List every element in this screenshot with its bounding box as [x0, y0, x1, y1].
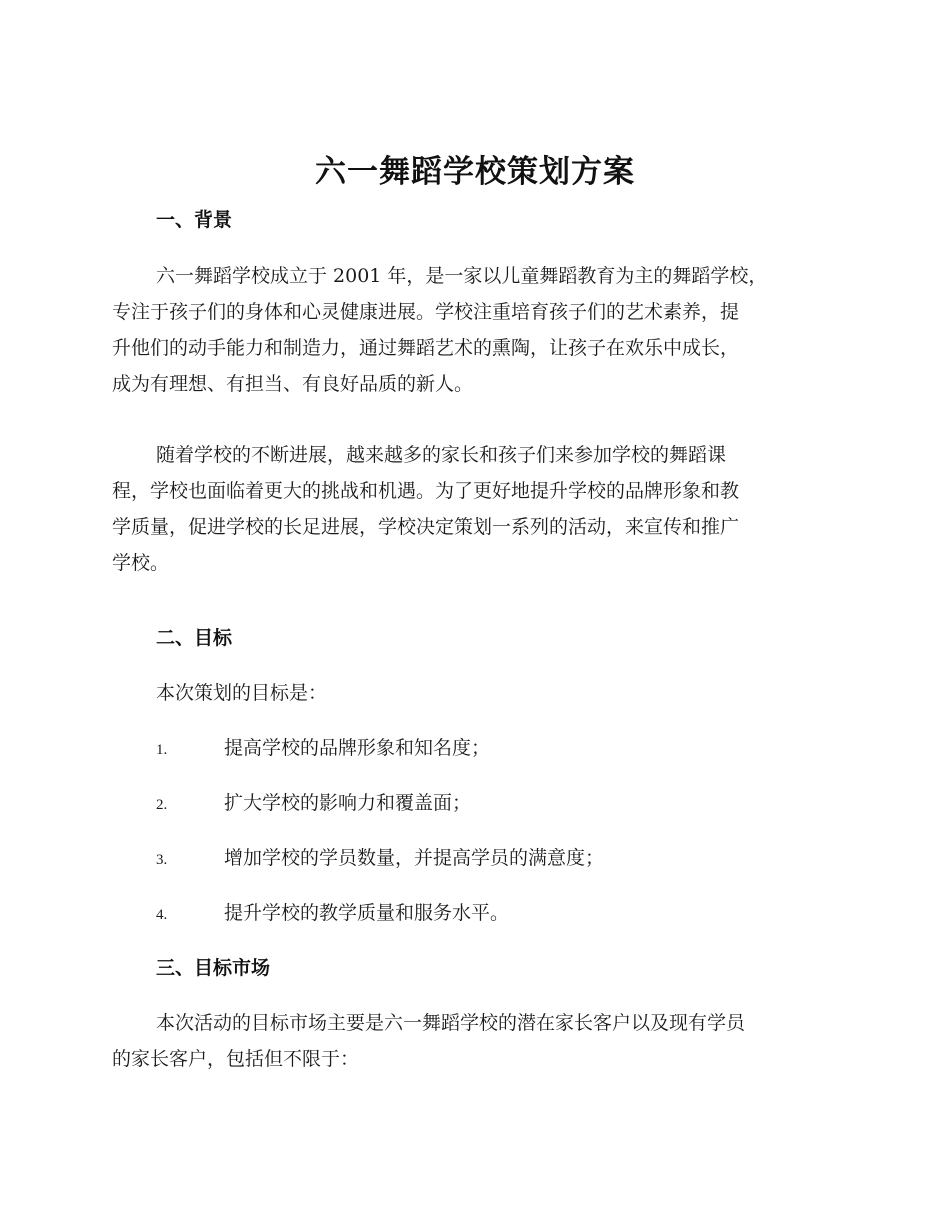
goal-list-item	[156, 733, 490, 765]
document-title: 六一舞蹈学校策划方案	[315, 154, 635, 190]
paragraph-line: 的家长客户，包括但不限于：	[112, 1048, 360, 1070]
paragraph-line: 本次活动的目标市场主要是六一舞蹈学校的潜在家长客户以及现有学员	[156, 1012, 746, 1034]
goals-intro: 本次策划的目标是：	[156, 682, 328, 704]
paragraph-line: 升他们的动手能力和制造力，通过舞蹈艺术的熏陶，让孩子在欢乐中成长，	[112, 337, 740, 359]
target-market-paragraph	[112, 1005, 832, 1077]
list-number: 4.	[156, 907, 168, 923]
list-number: 3.	[156, 852, 168, 868]
paragraph-line: 六一舞蹈学校成立于 2001 年，是一家以儿童舞蹈教育为主的舞蹈学校，	[156, 265, 768, 287]
list-number: 1.	[156, 742, 168, 758]
paragraph-line: 成为有理想、有担当、有良好品质的新人。	[112, 373, 474, 395]
background-paragraph-2	[112, 437, 832, 581]
goal-list-item	[156, 898, 509, 930]
list-text: 提升学校的教学质量和服务水平。	[224, 902, 510, 924]
list-number: 2.	[156, 797, 168, 813]
paragraph-line: 学校。	[112, 552, 170, 574]
goal-list-item	[156, 788, 471, 820]
paragraph-line: 随着学校的不断进展，越来越多的家长和孩子们来参加学校的舞蹈课	[156, 444, 727, 466]
paragraph-line: 专注于孩子们的身体和心灵健康进展。学校注重培育孩子们的艺术素养，提	[112, 301, 740, 323]
section-heading-background: 一、背景	[156, 209, 233, 231]
background-paragraph-1	[112, 258, 832, 402]
goal-list-item	[156, 843, 604, 875]
list-text: 增加学校的学员数量，并提高学员的满意度；	[224, 847, 605, 869]
section-heading-target-market: 三、目标市场	[156, 957, 271, 979]
list-text: 扩大学校的影响力和覆盖面；	[224, 792, 472, 814]
paragraph-line: 程，学校也面临着更大的挑战和机遇。为了更好地提升学校的品牌形象和教	[112, 480, 740, 502]
section-heading-goals: 二、目标	[156, 627, 233, 649]
list-text: 提高学校的品牌形象和知名度；	[224, 737, 491, 759]
paragraph-line: 学质量，促进学校的长足进展，学校决定策划一系列的活动，来宣传和推广	[112, 516, 740, 538]
